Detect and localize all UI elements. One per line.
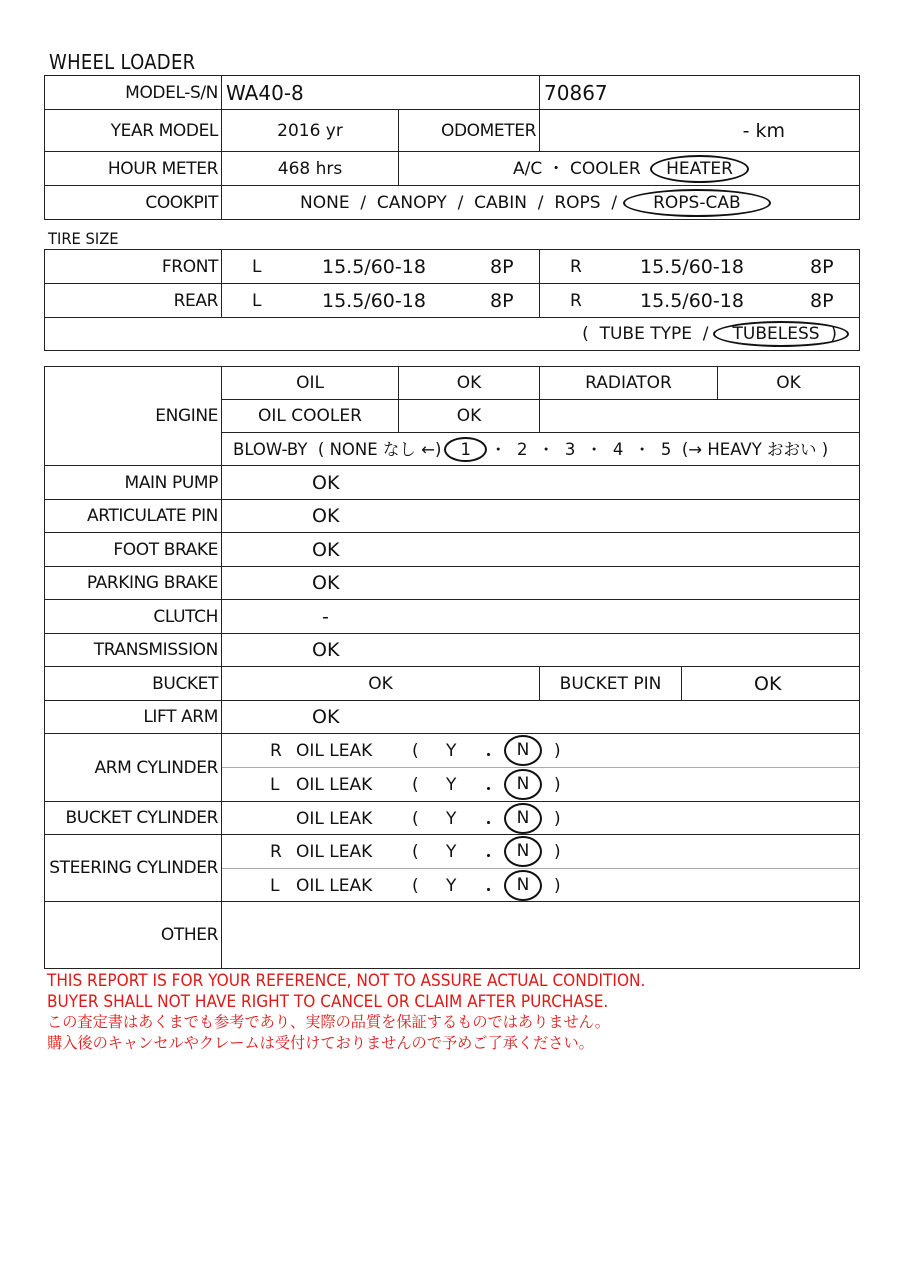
side-l: L <box>270 775 280 795</box>
oil-leak-label: OIL LEAK <box>296 876 373 896</box>
bucket-cylinder-row <box>222 802 860 835</box>
option-no-selected: N <box>504 803 542 834</box>
transmission-value: OK <box>222 634 860 667</box>
dot: ・ <box>480 881 497 901</box>
disclaimer-line-4: 購入後のキャンセルやクレームは受付けておりませんので予めご了承ください。 <box>47 1034 594 1052</box>
rear-right-ply: 8P <box>810 290 834 312</box>
rear-left-cell <box>222 284 540 318</box>
disclaimer-line-1: THIS REPORT IS FOR YOUR REFERENCE, NOT TO ASSURE ACTUAL CONDITION. <box>47 971 646 990</box>
parking-brake-value: OK <box>222 567 860 600</box>
ac-options: A/C ・ COOLER <box>513 159 641 179</box>
rear-left-ply: 8P <box>490 290 514 312</box>
foot-brake-label: FOOT BRAKE <box>45 533 222 567</box>
cockpit-options: NONE / CANOPY / CABIN / ROPS / <box>300 192 618 213</box>
paren-close: ) <box>554 741 561 761</box>
side-r: R <box>270 741 282 761</box>
oil-leak-label: OIL LEAK <box>296 741 373 761</box>
rear-left-side: L <box>252 291 262 311</box>
engine-label: ENGINE <box>45 367 222 466</box>
rear-right-size: 15.5/60-18 <box>640 290 744 312</box>
blowby-selected: 1 <box>444 437 487 462</box>
option-yes: Y <box>446 809 457 829</box>
option-no-selected: N <box>504 735 542 766</box>
oil-label: OIL <box>222 367 399 400</box>
ac-selected: HEATER <box>650 155 749 183</box>
oil-leak-label: OIL LEAK <box>296 809 373 829</box>
clutch-label: CLUTCH <box>45 600 222 634</box>
front-right-ply: 8P <box>810 256 834 278</box>
paren-close: ) <box>554 809 561 829</box>
option-yes: Y <box>446 876 457 896</box>
dot: ・ <box>480 780 497 800</box>
hour-meter-label: HOUR METER <box>45 152 222 186</box>
lift-arm-value: OK <box>222 701 860 734</box>
oil-leak-label: OIL LEAK <box>296 775 373 795</box>
paren-open: ( <box>412 809 419 829</box>
dot: ・ <box>480 814 497 834</box>
rear-label: REAR <box>45 284 222 318</box>
header-table <box>44 75 860 220</box>
document-title: WHEEL LOADER <box>49 50 196 74</box>
oil-leak-label: OIL LEAK <box>296 842 373 862</box>
steering-cylinder-r-row <box>222 835 860 869</box>
paren-open: ( <box>412 775 419 795</box>
radiator-label: RADIATOR <box>540 367 718 400</box>
odometer-value: - km <box>540 110 860 152</box>
foot-brake-value: OK <box>222 533 860 567</box>
year-value: 2016 yr <box>222 110 399 152</box>
paren-open: ( <box>412 741 419 761</box>
blowby-cell <box>222 433 860 466</box>
tire-table <box>44 249 860 351</box>
tire-type-options: ( TUBE TYPE / <box>582 324 709 344</box>
transmission-label: TRANSMISSION <box>45 634 222 667</box>
bucket-pin-label: BUCKET PIN <box>540 667 682 701</box>
paren-open: ( <box>412 842 419 862</box>
oil-cooler-value: OK <box>399 400 540 433</box>
paren-close: ) <box>554 876 561 896</box>
front-label: FRONT <box>45 250 222 284</box>
other-label: OTHER <box>45 902 222 969</box>
articulate-pin-value: OK <box>222 500 860 533</box>
ac-cell <box>399 152 860 186</box>
option-yes: Y <box>446 775 457 795</box>
year-label: YEAR MODEL <box>45 110 222 152</box>
tire-size-label: TIRE SIZE <box>48 229 119 248</box>
dot: ・ <box>480 746 497 766</box>
articulate-pin-label: ARTICULATE PIN <box>45 500 222 533</box>
dot: ・ <box>480 847 497 867</box>
bucket-label: BUCKET <box>45 667 222 701</box>
bucket-pin-value: OK <box>682 667 860 701</box>
model-value: WA40-8 <box>222 76 540 110</box>
oil-cooler-blank <box>540 400 860 433</box>
option-yes: Y <box>446 741 457 761</box>
paren-close: ) <box>554 775 561 795</box>
tire-type-cell <box>45 318 860 351</box>
cockpit-label: COOKPIT <box>45 186 222 220</box>
bucket-cylinder-label: BUCKET CYLINDER <box>45 802 222 835</box>
oil-value: OK <box>399 367 540 400</box>
option-yes: Y <box>446 842 457 862</box>
side-r: R <box>270 842 282 862</box>
model-label: MODEL-S/N <box>45 76 222 110</box>
cockpit-selected: ROPS-CAB <box>623 189 771 217</box>
front-left-ply: 8P <box>490 256 514 278</box>
arm-cylinder-l-row <box>222 768 860 802</box>
disclaimer <box>47 970 690 1054</box>
main-pump-label: MAIN PUMP <box>45 466 222 500</box>
rear-right-side: R <box>570 291 582 311</box>
paren-close: ) <box>554 842 561 862</box>
oil-cooler-label: OIL COOLER <box>222 400 399 433</box>
steering-cylinder-label: STEERING CYLINDER <box>45 835 222 902</box>
clutch-value: - <box>222 600 860 634</box>
rear-right-cell <box>540 284 860 318</box>
hour-meter-value: 468 hrs <box>222 152 399 186</box>
arm-cylinder-label: ARM CYLINDER <box>45 734 222 802</box>
disclaimer-line-3: この査定書はあくまでも参考であり、実際の品質を保証するものではありません。 <box>47 1013 610 1031</box>
front-right-side: R <box>570 257 582 277</box>
bucket-value: OK <box>222 667 540 701</box>
front-left-side: L <box>252 257 262 277</box>
blowby-label: BLOW-BY ( NONE なし ←) <box>233 440 442 459</box>
steering-cylinder-l-row <box>222 869 860 902</box>
main-pump-value: OK <box>222 466 860 500</box>
parking-brake-label: PARKING BRAKE <box>45 567 222 600</box>
arm-cylinder-r-row <box>222 734 860 768</box>
option-no-selected: N <box>504 836 542 867</box>
front-left-size: 15.5/60-18 <box>322 256 426 278</box>
side-l: L <box>270 876 280 896</box>
other-value <box>222 902 860 969</box>
front-right-cell <box>540 250 860 284</box>
blowby-scale: ・ 2 ・ 3 ・ 4 ・ 5 (→ HEAVY おおい ) <box>489 440 829 459</box>
front-left-cell <box>222 250 540 284</box>
tire-type-selected: TUBELESS ) <box>713 321 849 347</box>
radiator-value: OK <box>718 367 860 400</box>
rear-left-size: 15.5/60-18 <box>322 290 426 312</box>
serial-value: 70867 <box>540 76 860 110</box>
paren-open: ( <box>412 876 419 896</box>
disclaimer-line-2: BUYER SHALL NOT HAVE RIGHT TO CANCEL OR CLAIM AFTER PURCHASE. <box>47 992 609 1011</box>
odometer-label: ODOMETER <box>399 110 540 152</box>
lift-arm-label: LIFT ARM <box>45 701 222 734</box>
front-right-size: 15.5/60-18 <box>640 256 744 278</box>
option-no-selected: N <box>504 870 542 901</box>
cockpit-cell <box>222 186 860 220</box>
option-no-selected: N <box>504 769 542 800</box>
inspection-table <box>44 366 860 969</box>
